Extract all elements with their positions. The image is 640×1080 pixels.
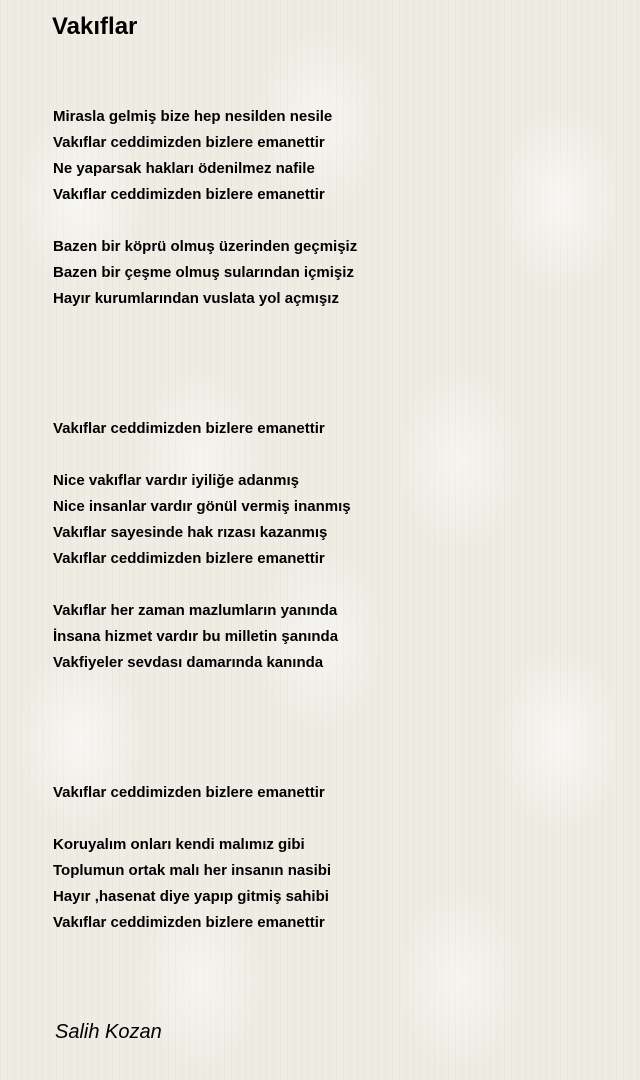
poem-line: Nice insanlar vardır gönül vermiş inanmış (53, 498, 351, 515)
poem-line: Nice vakıflar vardır iyiliğe adanmış (53, 472, 299, 489)
poem-line: Vakıflar ceddimizden bizlere emanettir (53, 550, 325, 567)
poem-line: Vakfiyeler sevdası damarında kanında (53, 654, 324, 671)
poem-line: Koruyalım onları kendi malımız gibi (53, 836, 305, 853)
poem-blank-line (53, 442, 613, 468)
poem-blank-line (53, 754, 613, 780)
poem-line: Vakıflar ceddimizden bizlere emanettir (53, 784, 325, 801)
poem-line: Toplumun ortak malı her insanın nasibi (53, 862, 332, 879)
poem-line: Bazen bir çeşme olmuş sularından içmişiz (53, 264, 354, 281)
poem-blank-line (53, 364, 613, 390)
poem-line: Bazen bir köprü olmuş üzerinden geçmişiz (53, 238, 358, 255)
poem-line: Vakıflar ceddimizden bizlere emanettir (53, 134, 325, 151)
poem-blank-line (53, 728, 613, 754)
poem-title: Vakıflar (52, 13, 138, 40)
poem-line: İnsana hizmet vardır bu milletin şanında (53, 628, 339, 645)
poem-line: Vakıflar her zaman mazlumların yanında (53, 602, 338, 619)
poem-line: Hayır kurumlarından vuslata yol açmışız (53, 290, 339, 307)
poem-blank-line (53, 702, 613, 728)
poem-line: Vakıflar ceddimizden bizlere emanettir (53, 186, 325, 203)
poem-line: Ne yaparsak hakları ödenilmez nafile (53, 160, 315, 177)
poem-blank-line (53, 390, 613, 416)
poem-blank-line (53, 676, 613, 702)
poem-line: Vakıflar sayesinde hak rızası kazanmış (53, 524, 328, 541)
poem-body (53, 104, 613, 936)
poem-blank-line (53, 312, 613, 338)
poem-blank-line (53, 572, 613, 598)
poem-line: Vakıflar ceddimizden bizlere emanettir (53, 914, 325, 931)
poem-line: Hayır ,hasenat diye yapıp gitmiş sahibi (53, 888, 329, 905)
poem-line: Vakıflar ceddimizden bizlere emanettir (53, 420, 325, 437)
poem-blank-line (53, 806, 613, 832)
poem-blank-line (53, 338, 613, 364)
poem-blank-line (53, 208, 613, 234)
poem-author: Salih Kozan (55, 1021, 162, 1043)
poem-line: Mirasla gelmiş bize hep nesilden nesile (53, 108, 333, 125)
